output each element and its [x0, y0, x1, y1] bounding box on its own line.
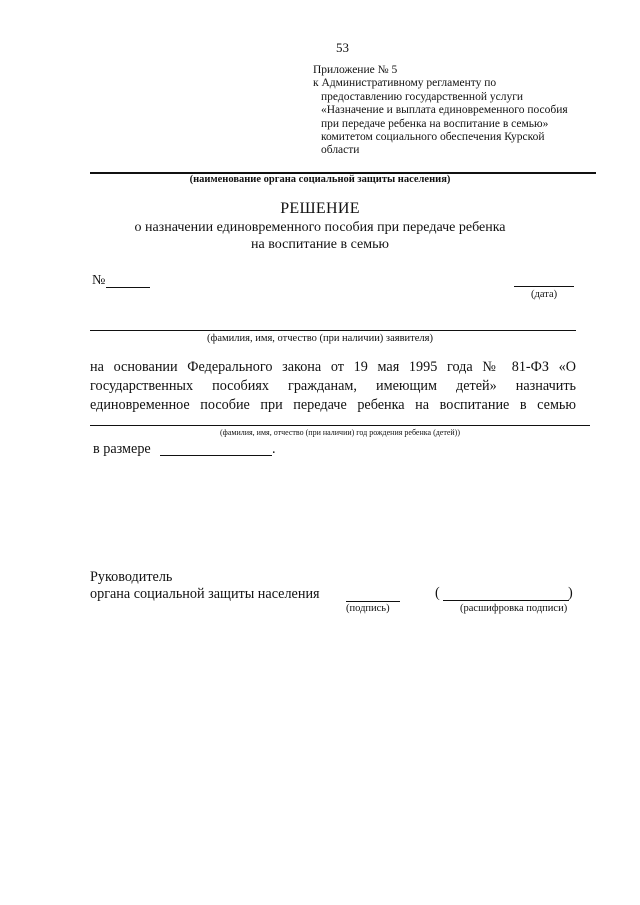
appendix-line: Приложение № 5 [313, 64, 398, 76]
signature-decode-field [443, 600, 569, 601]
signature-caption: (подпись) [346, 603, 390, 614]
decision-number-field [106, 287, 150, 288]
decode-paren-close: ) [568, 585, 573, 601]
head-org-line: органа социальной защиты населения [90, 586, 320, 602]
head-title-line: Руководитель [90, 569, 173, 585]
appendix-line: при передаче ребенка на воспитание в семью» [321, 117, 549, 130]
appendix-line: «Назначение и выплата единовременного пособия [321, 104, 568, 117]
body-line: на основании Федерального закона от 19 мая 1995 года № 81-ФЗ «О [90, 359, 576, 375]
decode-paren-open: ( [435, 585, 440, 601]
page-number: 53 [336, 40, 349, 55]
body-line: государственных пособиях гражданам, имеющим детей» назначить [90, 378, 576, 394]
child-name-field [90, 425, 590, 426]
appendix-header [313, 64, 568, 158]
decision-body [90, 358, 576, 415]
appendix-line: к Административному регламенту по [313, 77, 497, 90]
body-line: единовременное пособие при передаче ребенка на воспитание в семью [90, 397, 576, 413]
amount-period: . [272, 441, 276, 457]
appendix-line: области [321, 144, 360, 157]
applicant-caption: (фамилия, имя, отчество (при наличии) заявителя) [207, 333, 433, 344]
signature-field [346, 601, 400, 602]
subtitle-line: о назначении единовременного пособия при передаче ребенка [134, 220, 506, 235]
amount-field [160, 455, 272, 456]
document-subtitle [0, 219, 640, 253]
subtitle-line: на воспитание в семью [251, 237, 389, 252]
appendix-line: предоставлению государственной услуги [321, 90, 524, 103]
applicant-name-field [90, 330, 576, 331]
date-caption: (дата) [531, 289, 558, 300]
appendix-line: комитетом социального обеспечения Курской [321, 131, 545, 144]
child-caption: (фамилия, имя, отчество (при наличии) год рождения ребенка (детей)) [219, 428, 461, 437]
signature-decode-caption: (расшифровка подписи) [460, 603, 568, 614]
document-title: РЕШЕНИЕ [280, 200, 360, 217]
decision-number-label: № [92, 273, 106, 288]
date-field [514, 286, 574, 287]
org-name-caption: (наименование органа социальной защиты населения) [189, 174, 451, 185]
amount-label: в размере [93, 441, 151, 457]
